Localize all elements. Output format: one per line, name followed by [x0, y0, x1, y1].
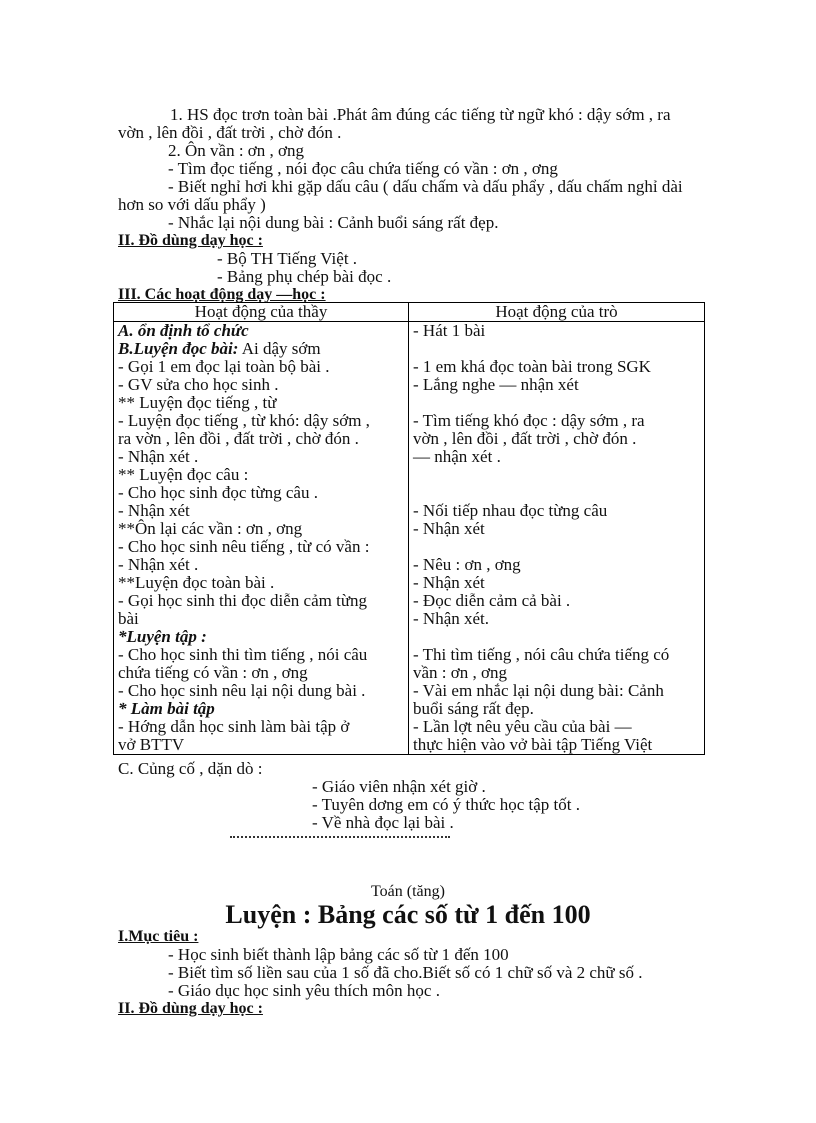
student-line: - Đọc diễn cảm cả bài . [413, 591, 571, 610]
materials2-heading: II. Đồ dùng dạy học : [118, 1000, 263, 1017]
student-line: - Lắng nghe — nhận xét [413, 375, 579, 394]
objective-line: vờn , lên đồi , đất trời , chờ đón . [118, 123, 342, 142]
teacher-line: **Ôn lại các vần : ơn , ơng [118, 519, 303, 538]
teacher-line: **Luyện đọc toàn bài . [118, 573, 275, 592]
objective-line: 2. Ôn vần : ơn , ơng [168, 141, 305, 160]
student-line [413, 394, 700, 412]
objectives2-heading: I.Mục tiêu : [118, 928, 199, 945]
teacher-line: vở BTTV [118, 735, 185, 754]
student-activities-cell [409, 322, 705, 755]
student-line [413, 484, 700, 502]
objective2-line: - Học sinh biết thành lập bảng các số từ 1 đến 100 [168, 945, 509, 964]
student-line: - 1 em khá đọc toàn bài trong SGK [413, 357, 651, 376]
teacher-line: - Nhận xét . [118, 447, 199, 466]
student-column-header: Hoạt động của trò [409, 303, 705, 322]
student-line: thực hiện vào vở bài tập Tiếng Việt [413, 735, 653, 754]
student-line [413, 628, 700, 646]
student-line: vờn , lên đồi , đất trời , chờ đón . [413, 429, 637, 448]
teacher-line: - Cho học sinh nêu lại nội dung bài . [118, 681, 366, 700]
student-line [413, 538, 700, 556]
teacher-line: ra vờn , lên đồi , đất trời , chờ đón . [118, 429, 359, 448]
student-line: - Tìm tiếng khó đọc : dậy sớm , ra [413, 411, 645, 430]
objective2-line: - Giáo dục học sinh yêu thích môn học . [168, 981, 440, 1000]
teacher-line: - Cho học sinh thi tìm tiếng , nói câu [118, 645, 368, 664]
student-line [413, 340, 700, 358]
consolidation-line: - Giáo viên nhận xét giờ . [312, 777, 486, 796]
teacher-line: ** Luyện đọc câu : [118, 465, 249, 484]
student-line: - Nhận xét [413, 573, 485, 592]
materials-heading: II. Đồ dùng dạy học : [118, 232, 263, 249]
lesson-title: Luyện : Bảng các số từ 1 đến 100 [225, 900, 591, 929]
teacher-line: - Luyện đọc tiếng , từ khó: dậy sớm , [118, 411, 370, 430]
objective-line: - Biết nghỉ hơi khi gặp dấu câu ( dấu chấm và dấu phẩy , dấu chấm nghỉ dài [168, 177, 683, 196]
teacher-line: - Gọi 1 em đọc lại toàn bộ bài . [118, 357, 330, 376]
teacher-line: ** Luyện đọc tiếng , từ [118, 393, 277, 412]
teacher-line: *Luyện tập : [118, 627, 207, 646]
teacher-line: - Cho học sinh đọc từng câu . [118, 483, 318, 502]
teacher-line: B.Luyện đọc bài: Ai dậy sớm [118, 339, 321, 358]
teacher-line: * Làm bài tập [118, 699, 215, 718]
objective2-line: - Biết tìm số liền sau của 1 số đã cho.Biết số có 1 chữ số và 2 chữ số . [168, 963, 643, 982]
teacher-line: - Nhận xét . [118, 555, 199, 574]
student-line: - Nối tiếp nhau đọc từng câu [413, 501, 608, 520]
consolidation-heading: C. Củng cố , dặn dò : [118, 759, 263, 778]
teacher-activities-cell [114, 322, 409, 755]
objective-line: - Tìm đọc tiếng , nói đọc câu chứa tiếng có vần : ơn , ơng [168, 159, 558, 178]
teacher-line: bài [118, 609, 139, 628]
teacher-line: A. ổn định tổ chức [118, 321, 249, 340]
objective-line: - Nhắc lại nội dung bài : Cảnh buổi sáng rất đẹp. [168, 213, 499, 232]
material-line: - Bảng phụ chép bài đọc . [217, 267, 392, 286]
student-line: vần : ơn , ơng [413, 663, 507, 682]
teacher-line: - GV sửa cho học sinh . [118, 375, 279, 394]
student-line: - Nhận xét. [413, 609, 490, 628]
teacher-line: chứa tiếng có vần : ơn , ơng [118, 663, 308, 682]
consolidation-line: - Về nhà đọc lại bài . [312, 813, 454, 832]
teacher-column-header: Hoạt động của thầy [114, 303, 409, 322]
student-line: — nhận xét . [413, 447, 501, 466]
dotted-separator [230, 836, 450, 838]
consolidation-line: - Tuyên dơng em có ý thức học tập tốt . [312, 795, 580, 814]
student-line: - Lần lợt nêu yêu cầu của bài — [413, 717, 632, 736]
teacher-line: - Gọi học sinh thi đọc diễn cảm từng [118, 591, 368, 610]
teacher-line: - Hớng dẫn học sinh làm bài tập ở [118, 717, 350, 736]
teacher-line: - Cho học sinh nêu tiếng , từ có vần : [118, 537, 370, 556]
student-line: - Nhận xét [413, 519, 485, 538]
student-line: - Vài em nhắc lại nội dung bài: Cảnh [413, 681, 664, 700]
student-line: - Thi tìm tiếng , nói câu chứa tiếng có [413, 645, 670, 664]
student-line [413, 466, 700, 484]
activities-table [113, 302, 705, 755]
objective-line: 1. HS đọc trơn toàn bài .Phát âm đúng các tiếng từ ngữ khó : dậy sớm , ra [170, 105, 671, 124]
teacher-line: - Nhận xét [118, 501, 190, 520]
objective-line: hơn so với dấu phẩy ) [118, 195, 266, 214]
student-line: - Nêu : ơn , ơng [413, 555, 521, 574]
student-line: buổi sáng rất đẹp. [413, 699, 534, 718]
student-line: - Hát 1 bài [413, 321, 486, 340]
activities-heading: III. Các hoạt động dạy —học : [118, 286, 326, 303]
material-line: - Bộ TH Tiếng Việt . [217, 249, 358, 268]
subject-label: Toán (tăng) [371, 883, 445, 900]
